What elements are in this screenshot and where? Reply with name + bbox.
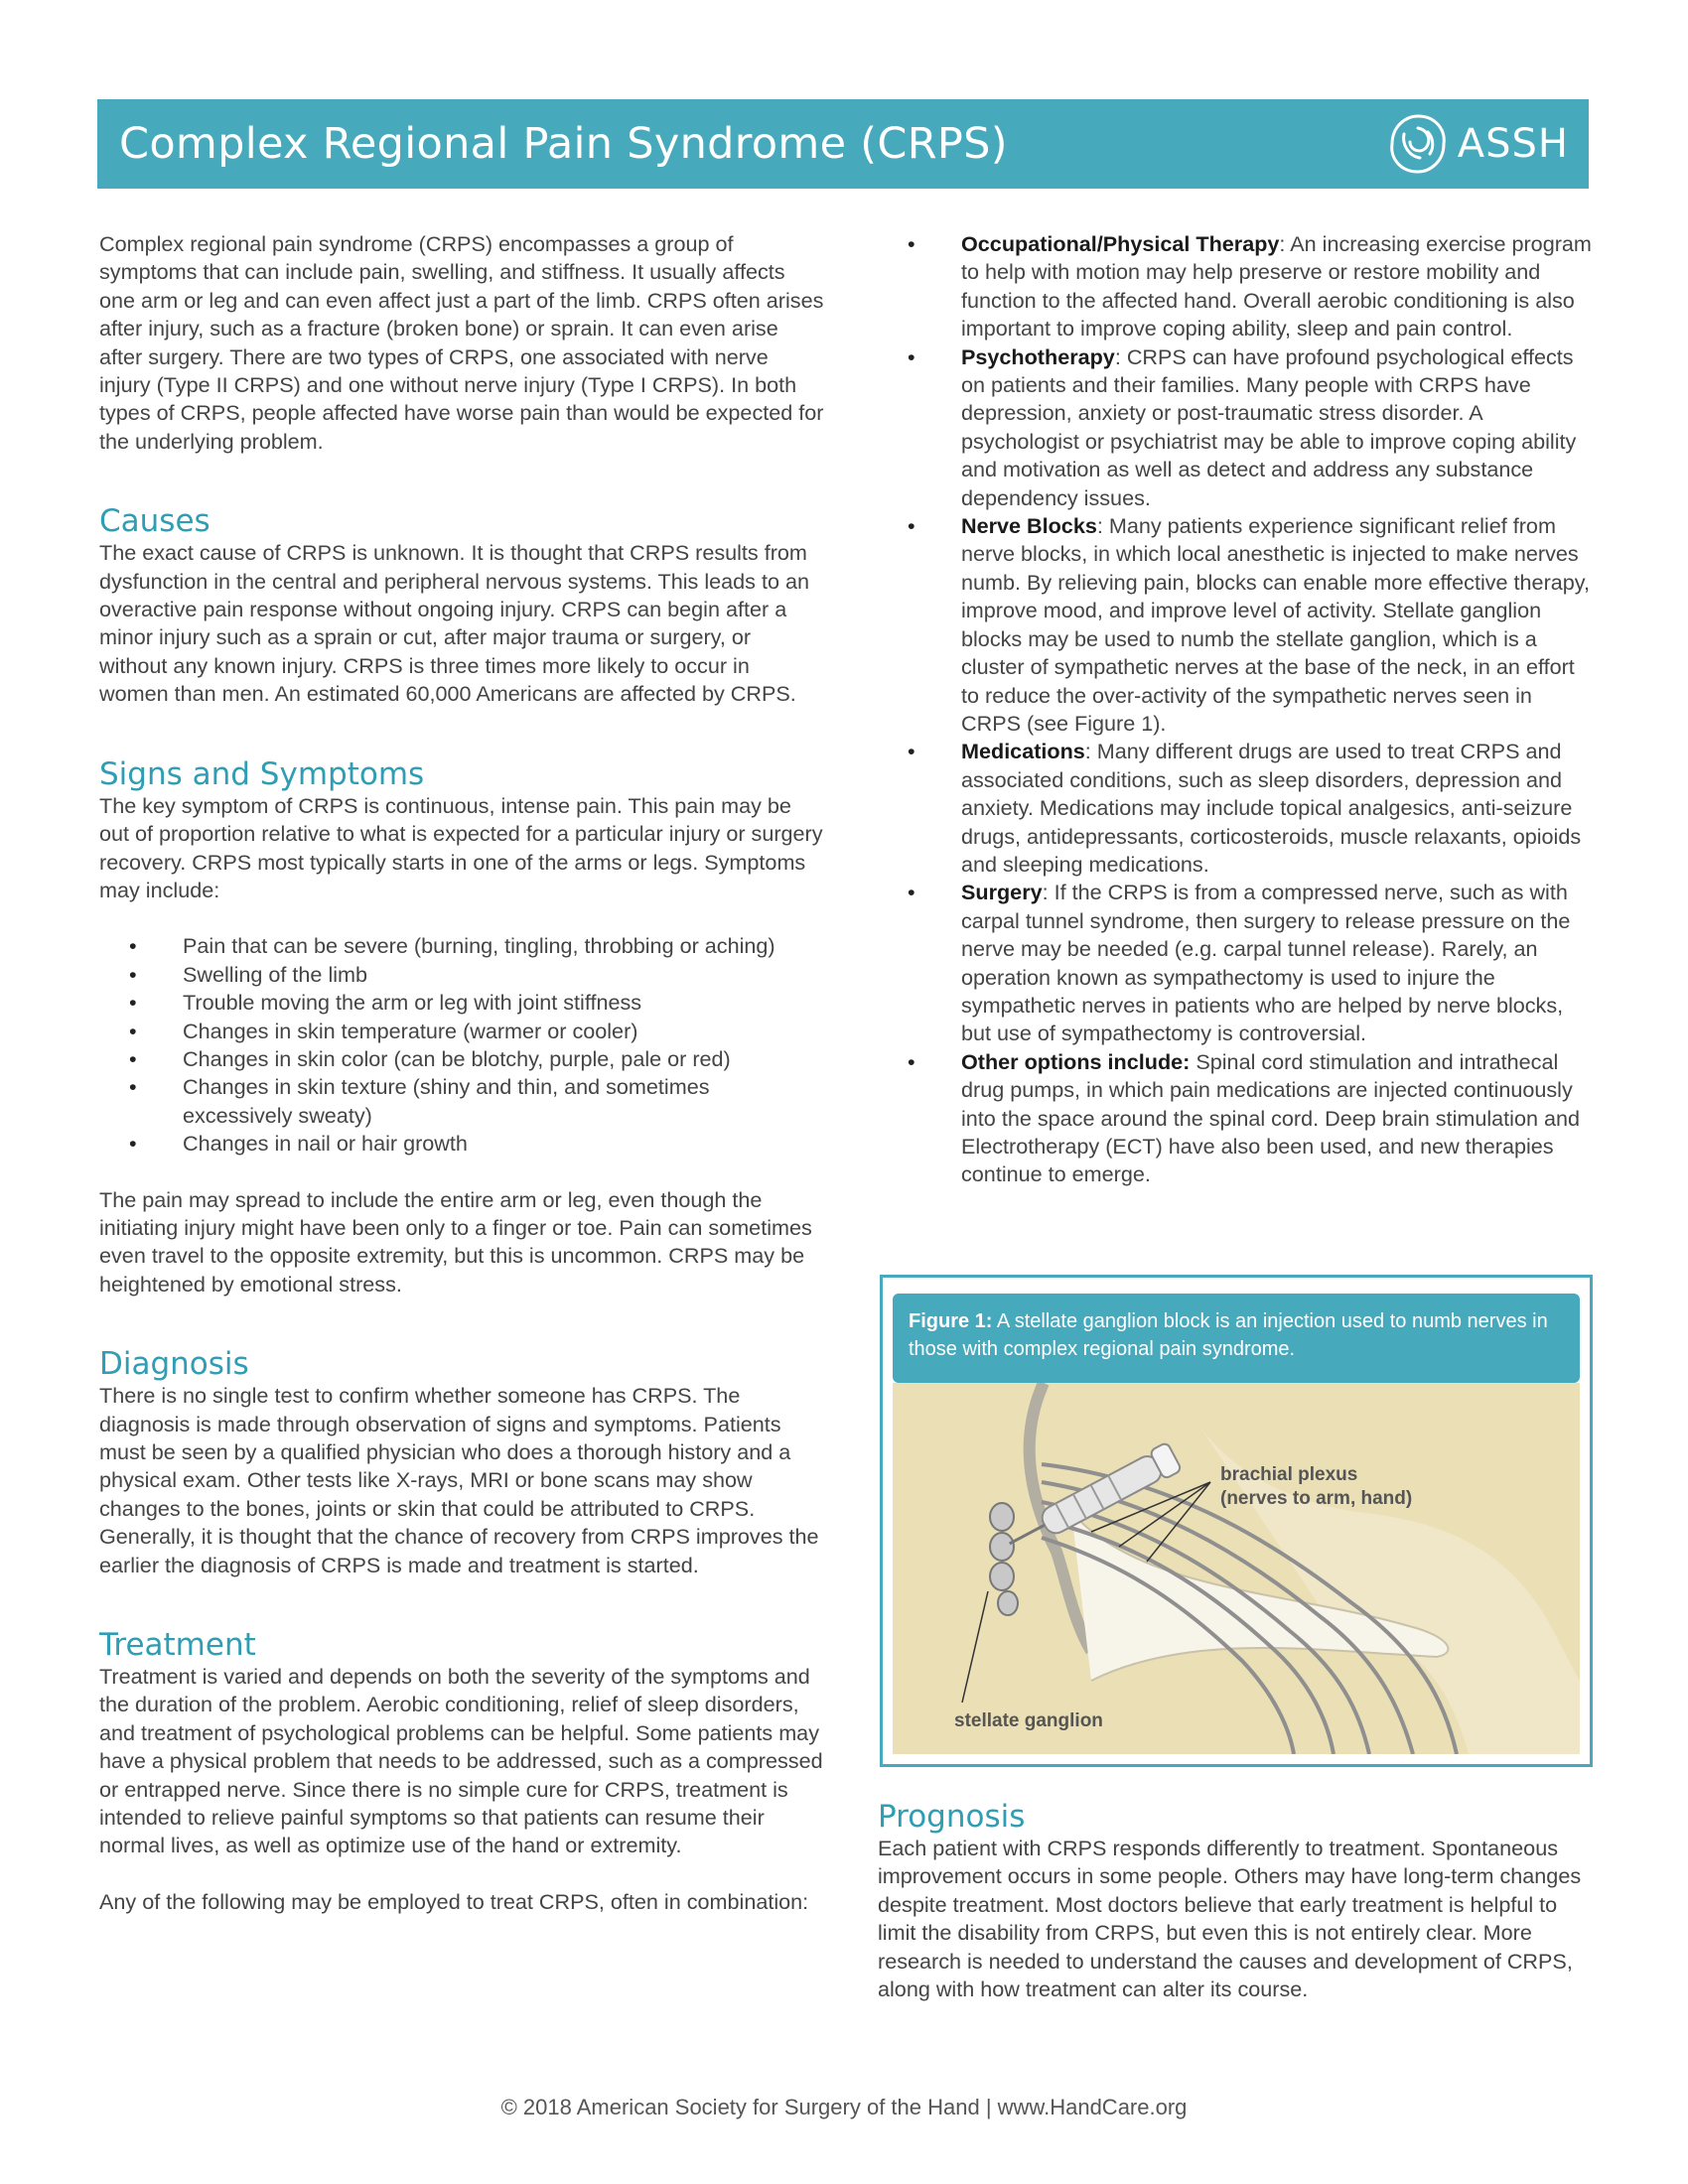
list-item: • Surgery: If the CRPS is from a compressed nerve, such as with carpal tunnel syndrome, then surgery to release pressure on the nerve may be needed (e.g. carpal tunnel release). Rarely, an operation known as sympathectomy is used to injure the sympathetic nerves in patients who are helped by nerve blocks, but use of sympathectomy is controversial. [878, 879, 1593, 1047]
assh-swirl-icon [1384, 110, 1452, 178]
option-text: Many patients experience significant relief from nerve blocks, in which local anesthetic is injected to make nerves numb. By relieving pain, blocks can enable more effective therapy, improve mood, and improve level of activity. Stellate ganglion blocks may be used to numb the stellate ganglion, which is a cluster of sympathetic nerves at the base of the neck, in an effort to reduce the over-activity of the sympathetic nerves seen in CRPS (see Figure 1). [961, 513, 1590, 736]
option-text: Spinal cord stimulation and intrathecal drug pumps, in which pain medications are injected continuously into the space around the spinal cord. Deep brain stimulation and Electrotherapy (ECT) have also been used, and new therapies continue to emerge. [961, 1048, 1581, 1187]
figure-caption [893, 1294, 1580, 1383]
list-item: • Nerve Blocks: Many patients experience significant relief from nerve blocks, in which local anesthetic is injected to make nerves numb. By relieving pain, blocks can enable more effective therapy, improve mood, and improve level of activity. Stellate ganglion blocks may be used to numb the stellate ganglion, which is a cluster of sympathetic nerves at the base of the neck, in an effort to reduce the over-activity of the sympathetic nerves seen in CRPS (see Figure 1). [878, 512, 1593, 738]
plexus-label: brachial plexus [1220, 1464, 1358, 1485]
causes-paragraph: The exact cause of CRPS is unknown. It is thought that CRPS results from dysfunction in the central and peripheral nervous systems. This leads to an overactive pain response without ongoing injury. CRPS can begin after a minor injury such as a sprain or cut, after major trauma or surgery, or without any known injury. CRPS is three times more likely to occur in women than men. An estimated 60,000 Americans are affected by CRPS. [99, 540, 809, 707]
list-item: • Occupational/Physical Therapy: An increasing exercise program to help with motion may help preserve or restore mobility and function to the affected hand. Overall aerobic conditioning is also important to improve coping ability, sleep and pain control. [878, 230, 1593, 343]
list-item: • Changes in skin texture (shiny and thin, and sometimes excessively sweaty) [99, 1073, 824, 1130]
symptom-list [99, 932, 824, 1158]
right-column [878, 230, 1593, 1189]
option-title: Medications [961, 739, 1085, 764]
ganglion-label: stellate ganglion [954, 1710, 1103, 1731]
list-item: • Medications: Many different drugs are used to treat CRPS and associated conditions, such as sleep disorders, depression and anxiety. Medications may include topical analgesics, anti-seizure drugs, antidepressants, corticosteroids, muscle relaxants, opioids and sleeping medications. [878, 738, 1593, 879]
signs-after-paragraph: The pain may spread to include the entire arm or leg, even though the initiating injury might have been only to a finger or toe. Pain can sometimes even travel to the opposite extremity, but this is uncommon. CRPS may be heightened by emotional stress. [99, 1186, 812, 1297]
diagnosis-paragraph: There is no single test to confirm whether someone has CRPS. The diagnosis is made through observation of signs and symptoms. Patients must be seen by a qualified physician who does a thorough history and a physical exam. Other tests like X-rays, MRI or bone scans may show changes to the bones, joints or skin that could be attributed to CRPS. Generally, it is thought that the chance of recovery from CRPS improves the earlier the diagnosis of CRPS is made and treatment is started. [99, 1383, 819, 1577]
option-title: Surgery [961, 880, 1043, 905]
assh-logo[interactable] [1384, 110, 1569, 178]
option-title: Nerve Blocks [961, 513, 1097, 539]
plexus-sublabel: (nerves to arm, hand) [1220, 1488, 1413, 1509]
option-title: Psychotherapy [961, 343, 1115, 369]
footer: © 2018 American Society for Surgery of the Hand | www.HandCare.org [500, 2095, 1188, 2119]
treatment-lead: Any of the following may be employed to treat CRPS, often in combination: [99, 1888, 809, 1914]
prognosis-heading: Prognosis [878, 1799, 1026, 1835]
list-item: • Changes in skin temperature (warmer or cooler) [99, 1018, 824, 1045]
figure-label: Figure 1: [909, 1310, 993, 1332]
treatment-heading: Treatment [99, 1627, 256, 1664]
option-text: An increasing exercise program to help with motion may help preserve or restore mobility and function to the affected hand. Overall aerobic conditioning is also important to improve coping ability, sleep and pain control. [961, 231, 1592, 341]
page-title: Complex Regional Pain Syndrome (CRPS) [119, 119, 1008, 169]
prognosis-section [878, 1799, 1593, 2003]
treatment-paragraph: Treatment is varied and depends on both the severity of the symptoms and the duration of the problem. Aerobic conditioning, relief of sleep disorders, and treatment of psychological problems can be helpful. Some patients may have a physical problem that needs to be addressed, such as a compressed or entrapped nerve. Since there is no simple cure for CRPS, treatment is intended to relieve painful symptoms so that patients can resume their normal lives, as well as optimize use of the hand or extremity. [99, 1664, 823, 1858]
figure-1 [880, 1275, 1593, 1767]
causes-heading: Causes [99, 503, 211, 540]
option-text: CRPS can have profound psychological effects on patients and their families. Many people with CRPS have depression, anxiety or post-traumatic stress disorder. A psychologist or psychiatrist may be able to improve coping ability and motivation as well as detect and address any substance dependency issues. [961, 343, 1577, 510]
treatment-options-list [878, 230, 1593, 1189]
figure-caption-text: A stellate ganglion block is an injection used to numb nerves in those with complex regional pain syndrome. [909, 1310, 1548, 1360]
logo-text: ASSH [1457, 121, 1569, 167]
diagnosis-heading: Diagnosis [99, 1346, 249, 1383]
list-item: • Swelling of the limb [99, 961, 824, 989]
signs-heading: Signs and Symptoms [99, 755, 425, 792]
signs-paragraph: The key symptom of CRPS is continuous, intense pain. This pain may be out of proportion relative to what is expected for a particular injury or surgery recovery. CRPS most typically starts in one of the arms or legs. Symptoms may include: [99, 792, 823, 902]
option-text: If the CRPS is from a compressed nerve, such as with carpal tunnel syndrome, then surgery to release pressure on the nerve may be needed (e.g. carpal tunnel release). Rarely, an operation known as sympathectomy is used to injure the sympathetic nerves in patients who are helped by nerve blocks, but use of sympathectomy is controversial. [961, 880, 1571, 1046]
list-item: • Trouble moving the arm or leg with joint stiffness [99, 989, 824, 1017]
option-title: Occupational/Physical Therapy [961, 231, 1280, 256]
option-text: Many different drugs are used to treat CRPS and associated conditions, such as sleep disorders, depression and anxiety. Medications may include topical analgesics, anti-seizure drugs, antidepressants, corticosteroids, muscle relaxants, opioids and sleeping medications. [961, 739, 1582, 877]
stellate-ganglion-illustration [893, 1383, 1580, 1754]
intro-paragraph: Complex regional pain syndrome (CRPS) encompasses a group of symptoms that can include pain, swelling, and stiffness. It usually affects one arm or leg and can even affect just a part of the limb. CRPS often arises after injury, such as a fracture (broken bone) or sprain. It can even arise after surgery. There are two types of CRPS, one associated with nerve injury (Type II CRPS) and one without nerve injury (Type I CRPS). In both types of CRPS, people affected have worse pain than would be expected for the underlying problem. [99, 231, 824, 454]
prognosis-paragraph: Each patient with CRPS responds differently to treatment. Spontaneous improvement occurs in some people. Others may have long-term changes despite treatment. Most doctors believe that early treatment is helpful to limit the disability from CRPS, but even this is not entirely clear. More research is needed to understand the causes and development of CRPS, along with how treatment can alter its course. [878, 1836, 1582, 2002]
list-item: • Changes in skin color (can be blotchy, purple, pale or red) [99, 1045, 824, 1073]
option-title: Other options include: [961, 1048, 1191, 1074]
header-banner [97, 99, 1589, 189]
list-item: • Changes in nail or hair growth [99, 1130, 824, 1158]
left-column [99, 230, 824, 1916]
list-item: • Pain that can be severe (burning, tingling, throbbing or aching) [99, 932, 824, 960]
list-item: • Psychotherapy: CRPS can have profound psychological effects on patients and their families. Many people with CRPS have depression, anxiety or post-traumatic stress disorder. A psychologist or psychiatrist may be able to improve coping ability and motivation as well as detect and address any substance dependency issues. [878, 343, 1593, 512]
list-item [878, 1048, 1593, 1189]
